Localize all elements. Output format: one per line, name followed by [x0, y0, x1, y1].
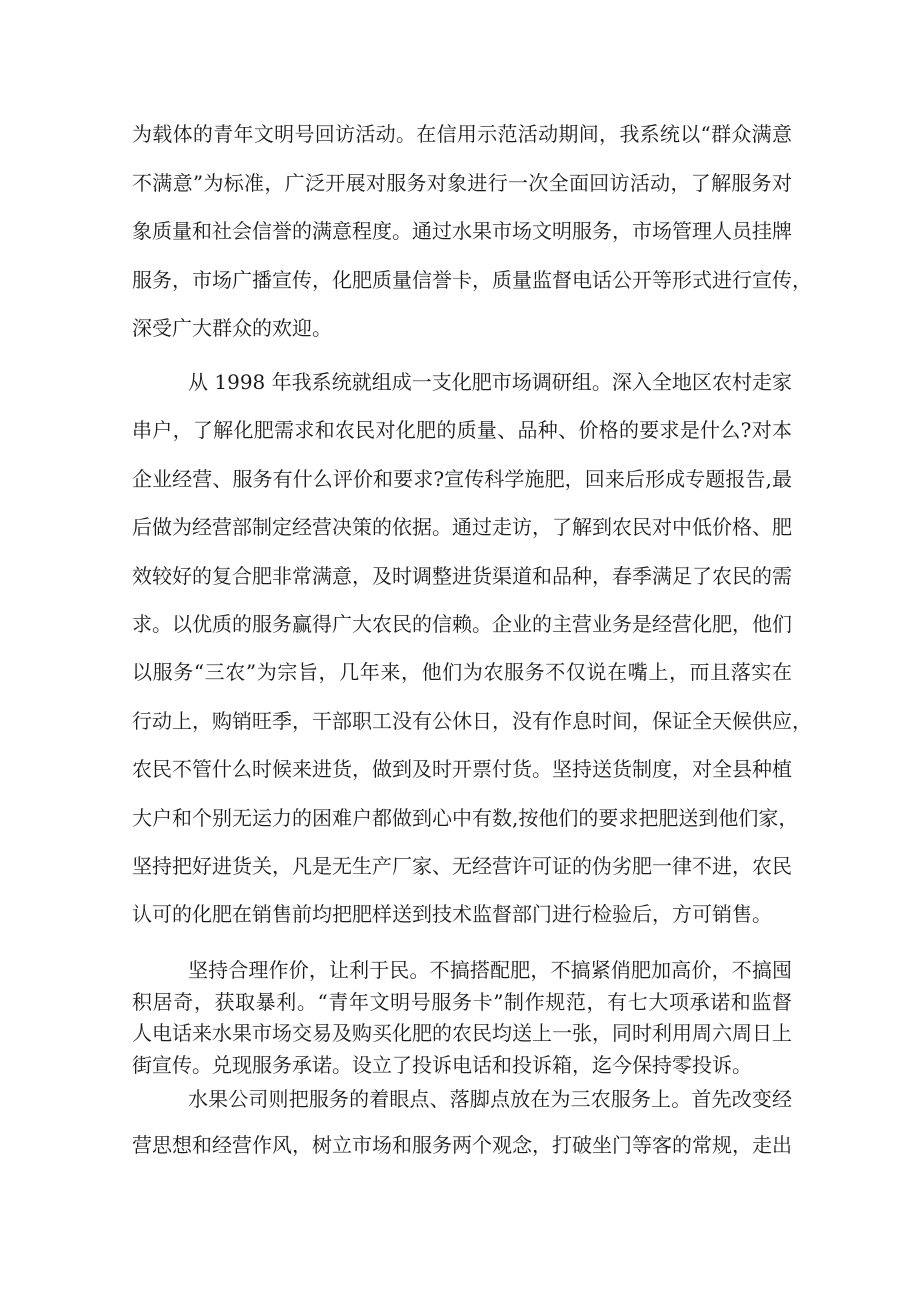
text-line: 后做为经营部制定经营决策的依据。通过走访，了解到农民对中低价格、肥 — [132, 515, 792, 540]
paragraph-4 — [132, 1082, 792, 1174]
text-line: 不满意”为标准，广泛开展对服务对象进行一次全面回访活动，了解服务对 — [132, 170, 792, 195]
text-line: 从 1998 年我系统就组成一支化肥市场调研组。深入全地区农村走家 — [188, 370, 792, 394]
paragraph-3 — [132, 955, 792, 1081]
text-line: 农民不管什么时候来进货，做到及时开票付货。坚持送货制度，对全县种植 — [132, 757, 792, 782]
text-line: 为载体的青年文明号回访活动。在信用示范活动期间，我系统以“群众满意 — [132, 122, 792, 146]
text-line: 积居奇，获取暴利。“青年文明号服务卡”制作规范，有七大项承诺和监督 — [132, 989, 792, 1014]
text-line: 认可的化肥在销售前均把肥样送到技术监督部门进行检验后，方可销售。 — [132, 902, 772, 927]
text-line: 效较好的复合肥非常满意，及时调整进货渠道和品种，春季满足了农民的需 — [132, 563, 792, 588]
text-line: 串户，了解化肥需求和农民对化肥的质量、品种、价格的要求是什么?对本 — [132, 418, 792, 443]
text-line: 坚持合理作价，让利于民。不搞搭配肥，不搞紧俏肥加高价，不搞囤 — [188, 958, 792, 982]
paragraph-2 — [132, 365, 812, 946]
text-line: 行动上，购销旺季，干部职工没有公休日，没有作息时间，保证全天候供应， — [132, 708, 812, 733]
text-line: 以服务“三农”为宗旨，几年来，他们为农服务不仅说在嘴上，而且落实在 — [132, 660, 792, 685]
text-line: 深受广大群众的欢迎。 — [132, 316, 332, 340]
text-line: 服务，市场广播宣传，化肥质量信誉卡，质量监督电话公开等形式进行宣传， — [132, 267, 812, 292]
paragraph-1 — [132, 117, 812, 360]
text-line: 营思想和经营作风，树立市场和服务两个观念，打破坐门等客的常规，走出 — [132, 1133, 792, 1157]
text-line: 企业经营、服务有什么评价和要求?宣传科学施肥，回来后形成专题报告,最 — [132, 466, 792, 491]
text-line: 水果公司则把服务的着眼点、落脚点放在为三农服务上。首先改变经 — [188, 1087, 792, 1111]
text-line: 求。以优质的服务赢得广大农民的信赖。企业的主营业务是经营化肥，他们 — [132, 611, 792, 636]
text-line: 街宣传。兑现服务承诺。设立了投诉电话和投诉箱，迄今保持零投诉。 — [132, 1052, 752, 1077]
text-line: 象质量和社会信誉的满意程度。通过水果市场文明服务，市场管理人员挂牌 — [132, 219, 792, 243]
text-line: 人电话来水果市场交易及购买化肥的农民均送上一张，同时利用周六周日上 — [132, 1021, 792, 1045]
text-line: 坚持把好进货关，凡是无生产厂家、无经营许可证的伪劣肥一律不进，农民 — [132, 853, 792, 878]
text-line: 大户和个别无运力的困难户都做到心中有数,按他们的要求把肥送到他们家， — [132, 805, 799, 830]
